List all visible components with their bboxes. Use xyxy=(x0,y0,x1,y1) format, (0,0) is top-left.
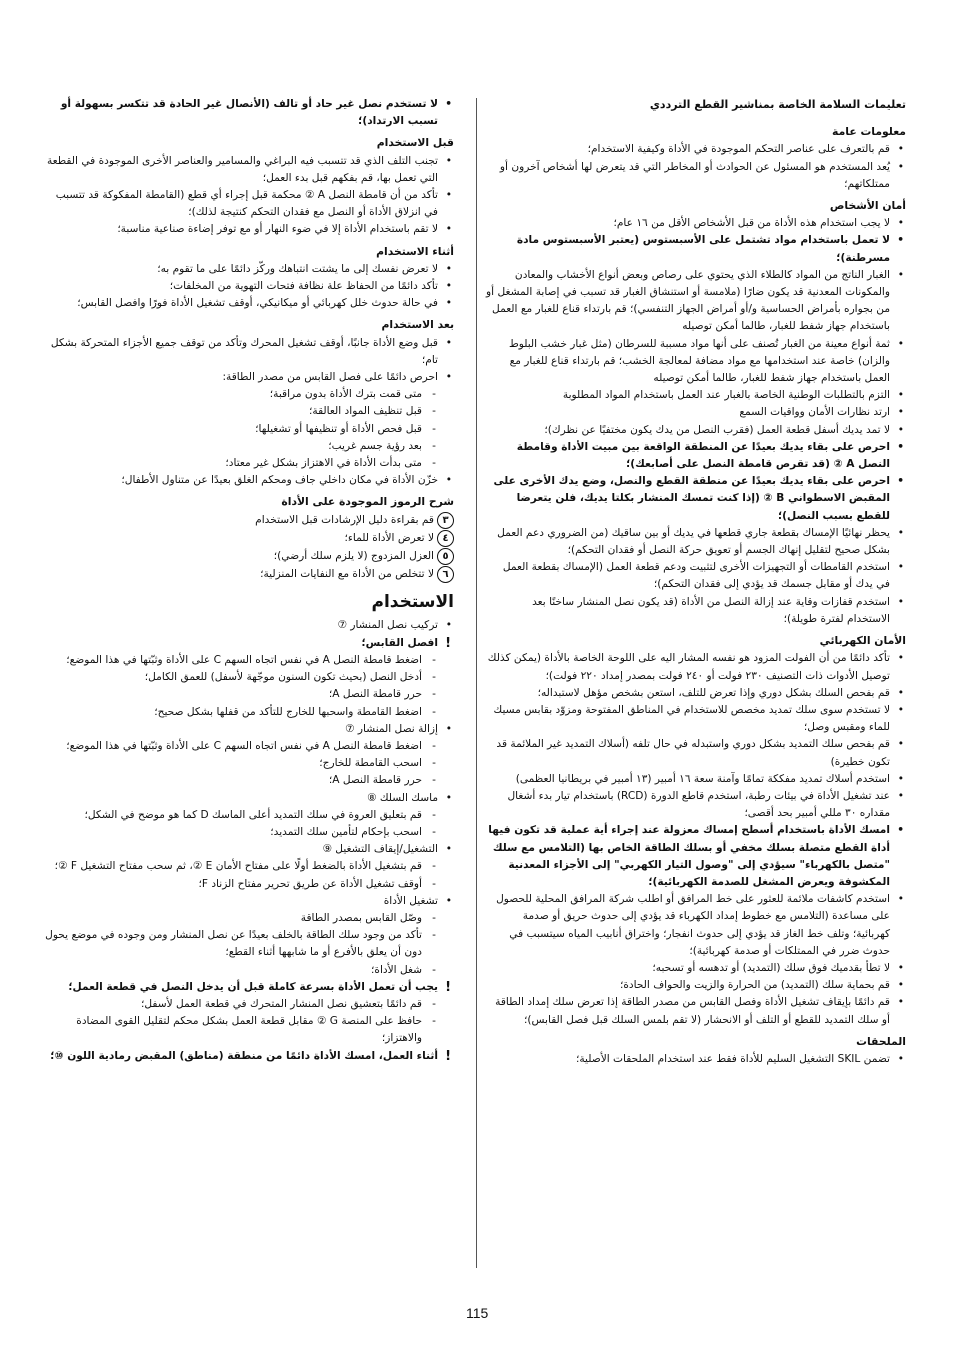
sub-list-item: - قم دائمًا بتعشيق نصل المنشار المتحرك في قطعة العمل لأسفل؛ xyxy=(44,996,454,1013)
symbol-text: العزل المزدوج (لا يلزم سلك أرضي)؛ xyxy=(273,550,434,563)
list-item: • احرص على بقاء يديك بعيدًا عن المنطقة الواقعة بين مبيت الأداة وقامطة النصل A ② (قد تقرص قامطة النصل على أصابعك)؛ xyxy=(486,439,906,473)
sub-list-item: - اضغط قامطة النصل A في نفس اتجاه السهم C على الأداة وثبّتها في هذا الموضع؛ xyxy=(44,652,454,669)
sub-list-item: - اضغط القامطة واسحبها للخارج للتأكد من قفلها بشكل صحيح؛ xyxy=(44,704,454,721)
number-badge-icon: ٥ xyxy=(437,548,454,565)
list-item: • لا تستخدم نصل غير حاد أو تالف (الأنصال غير الحادة قد تتكسر بسهولة أو تسبب الارتداد)؛ xyxy=(44,96,454,130)
list-item: • ثمة أنواع معينة من الغبار تُصنف على أنها مواد مسببة للسرطان (مثل غبار خشب البلوط والزان) خاصة عند استخدامها مع مواد مضافة لمعالجة الخشب؛ قم بارتداء قناع للغبار مع العمل باستخدام جهاز شفط للغبار، طالما أمكن توصيله xyxy=(486,336,906,388)
list-item: • إزالة نصل المنشار ⑦ xyxy=(44,721,454,738)
list-item: • احرص على بقاء يديك بعيدًا عن منطقة القطع والنصل، وضع يدك الأخرى على المقبض الاسطواني B ② (إذا كنت تمسك المنشار بكلتا يديك، فلن يتعرضا للقطع بسبب النصل)؛ xyxy=(486,473,906,525)
sub-list-item: - اسحب القامطة للخارج؛ xyxy=(44,755,454,772)
sub-list-item: - قبل فحص الأداة أو تنظيفها أو تشغيلها؛ xyxy=(44,421,454,438)
sub-list-item: - متى بدأت الأداة في الاهتزاز بشكل غير معتاد؛ xyxy=(44,455,454,472)
document-title: تعليمات السلامة الخاصة بمناشير القطع الترددي xyxy=(649,98,906,111)
list-item: • قم بفحص سلك التمديد بشكل دوري واستبدله في حال تلفه (أسلاك التمديد غير الملائمة قد تكون خطيرة) xyxy=(486,736,906,770)
symbol-text: قم بقراءة دليل الإرشادات قبل الاستخدام xyxy=(255,513,434,526)
sub-list-item: - متى قمت بترك الأداة بدون مراقبة؛ xyxy=(44,386,454,403)
list-item: • تشغيل الأداة xyxy=(44,893,454,910)
list-item: • لا تمد يديك أسفل قطعة العمل (فقرب النصل من يدك يكون مختفيًا عن نظرك)؛ xyxy=(486,422,906,439)
accessories-heading: الملحقات xyxy=(856,1034,906,1048)
list-item: • استخدم قفازات وقاية عند إزالة النصل من الأداة (قد يكون نصل المنشار ساخنًا بعد الاستخدام لفترة طويلة)؛ xyxy=(486,594,906,628)
sub-list-item: - قم بتعليق العروة في سلك التمديد أعلى الماسك D كما هو موضح في الشكل؛ xyxy=(44,807,454,824)
warning-item: ! افصل القابس؛ xyxy=(44,635,454,652)
list-item: • تأكد من أن قامطة النصل A ② محكمة قبل إجراء أي قطع (القامطة المفكوكة قد تتسبب في انزلاق الأداة أو النصل مع فقدان التحكم كنتيجة لذلك)؛ xyxy=(44,187,454,221)
people-safety-list xyxy=(486,215,906,628)
list-item: • تركيب نصل المنشار ⑦ xyxy=(44,617,454,634)
during-use-list xyxy=(44,261,454,313)
sub-list-item: - اسحب بإحكام لتأمين سلك التمديد؛ xyxy=(44,824,454,841)
list-item: • خزّن الأداة في مكان داخلي جاف ومحكم الغلق بعيدًا عن متناول الأطفال؛ xyxy=(44,472,454,489)
list-item: • لا تطأ بقدميك فوق سلك (التمديد) أو تدهسه أو تسحبه؛ xyxy=(486,960,906,977)
list-item: • لا تقم باستخدام الأداة إلا في ضوء النهار أو مع توفر إضاءة صناعية مناسبة؛ xyxy=(44,221,454,238)
sub-list-item: - حافظ على المنصة G ② مقابل قطعة العمل بشكل محكم لتقليل القوى المضادة والاهتزاز؛ xyxy=(44,1013,454,1047)
list-item: • قم بحماية سلك (التمديد) من الحرارة والزيت والحواف الحادة؛ xyxy=(486,977,906,994)
list-item: • امسك الأداة باستخدام أسطح إمساك معزولة عند إجراء أية عملية قد تكون فيها أداة القطع متصلة بسلك مخفي أو بسلك الطاقة الخاص بها (التلامس مع سلك "متصل بالكهرباء" سيؤدي إلى "وصول التيار الكهربي" إلى الأجزاء المعدنية المكشوفة ويعرض المشغل للصدمة الكهربائية)؛ xyxy=(486,822,906,891)
list-item: • تجنب التلف الذي قد تتسبب فيه البراغي والمسامير والعناصر الأخرى الموجودة في القطعة التي تعمل بها، قم بفكهم قبل بدء العمل؛ xyxy=(44,153,454,187)
sub-list-item: - أدخل النصل (بحيث تكون السنون موجّهة لأسفل) للعمق الكامل؛ xyxy=(44,669,454,686)
sub-list-item: - حرر قامطة النصل A؛ xyxy=(44,772,454,789)
list-item: • استخدم القامطات أو التجهيزات الأخرى لتثبيت ودعم قطعة العمل (الإمساك بقطعة العمل في يدك أو مقابل جسمك قد يؤدي إلى فقدان التحكم)؛ xyxy=(486,559,906,593)
symbol-text: لا تتخلص من الأداة مع النفايات المنزلية؛ xyxy=(260,568,434,581)
symbol-item xyxy=(44,530,454,547)
electrical-safety-list xyxy=(486,650,906,1028)
list-item: • عند تشغيل الأداة في بيئات رطبة، استخدم قاطع الدورة (RCD) باستخدام تيار بدء أشغال مقداره ٣٠ مللي أمبير بحد أقصى؛ xyxy=(486,788,906,822)
list-item: • لا تستخدم سوى سلك تمديد مخصص للاستخدام في المناطق المفتوحة ومزوّد بقابس مسيك للماء ومقبس وصل؛ xyxy=(486,702,906,736)
list-item: • التزم بالتطلبات الوطنية الخاصة بالغبار عند العمل باستخدام المواد المطلوبة xyxy=(486,387,906,404)
sub-list-item: - وصّل القابس بمصدر الطاقة xyxy=(44,910,454,927)
list-item: • في حالة حدوث خلل كهربائي أو ميكانيكي، أوقف تشغيل الأداة فورًا وافصل القابس؛ xyxy=(44,295,454,312)
list-item: • التشغيل/إيقاف التشغيل ⑨ xyxy=(44,841,454,858)
list-item: • احرص دائمًا على فصل القابس من مصدر الطاقة: xyxy=(44,369,454,386)
list-item: • قم دائمًا بإيقاف تشغيل الأداة وفصل القابس من مصدر الطاقة إذا تعرض سلك إمداد الطاقة أو سلك التمديد للقطع أو التلف أو الانحشار (لا تقم بلمس السلك قبل فصل القابس)؛ xyxy=(486,994,906,1028)
sub-list-item: - قم بتشغيل الأداة بالضغط أولًا على مفتاح الأمان E ②، ثم سحب مفتاح التشغيل F ②؛ xyxy=(44,858,454,875)
sub-list-item: - أوقف تشغيل الأداة عن طريق تحرير مفتاح الزناد F؛ xyxy=(44,876,454,893)
number-badge-icon: ٤ xyxy=(437,530,454,547)
list-item: • يُعد المستخدم هو المسئول عن الحوادث أو المخاطر التي قد يتعرض لها أشخاص آخرون أو ممتلكاتهم؛ xyxy=(486,159,906,193)
top-list xyxy=(44,96,454,130)
list-item: • قم بفحص السلك بشكل دوري وإذا تعرض للتلف، استعن بشخص مؤهل لاستبداله؛ xyxy=(486,685,906,702)
symbol-item xyxy=(44,566,454,583)
number-badge-icon: ٦ xyxy=(437,566,454,583)
list-item: • يحظر نهائيًا الإمساك بقطعة جاري قطعها في يديك أو بين ساقيك (من الضروري دعم العمل بشكل صحيح لتقليل إنهاك الجسم أو تعويق حركة النصل أو فقدان التحكم)؛ xyxy=(486,525,906,559)
before-use-list xyxy=(44,153,454,239)
sub-list-item: - بعد رؤية جسم غريب؛ xyxy=(44,438,454,455)
symbols-list xyxy=(44,512,454,584)
sub-list-item: - حرر قامطة النصل A؛ xyxy=(44,686,454,703)
after-use-heading: بعد الاستخدام xyxy=(381,318,454,332)
general-heading: معلومات عامة xyxy=(832,125,906,139)
list-item: • ماسك السلك ⑧ xyxy=(44,790,454,807)
symbol-item xyxy=(44,548,454,565)
list-item: • استخدم كاشفات ملائمة للعثور على خط المرافق أو اطلب شركة المرافق المحلية للحصول على مساعدة (التلامس مع خطوط إمداد الكهرباء قد يؤدي إلى حدوث حريق أو صدمة كهربائية؛ وتلف خط الغاز قد يؤدي إلى حدوث انفجار؛ واختراق أنابيب المياه سيتسبب في حدوث ضرر في الممتلكات أو صدمة كهربائية)؛ xyxy=(486,891,906,960)
before-use-heading: قبل الاستخدام xyxy=(376,136,454,150)
people-safety-heading: أمان الأشخاص xyxy=(829,199,906,213)
sub-list-item: - شغل الأداة؛ xyxy=(44,962,454,979)
column-divider xyxy=(476,98,477,1268)
list-item: • تأكد دائمًا من أن الفولت المزود هو نفسه المشار اليه على اللوحة الخاصة بالأداة (يمكن كذلك توصيل الأدوات ذات التصنيف ٢٣٠ فولت أو ٢٤٠ فولت بمصدر إمداد ٢٢٠ فولت)؛ xyxy=(486,650,906,684)
list-item: • لا تعرض نفسك إلى ما يشتت انتباهك وركّز دائمًا على ما تقوم به؛ xyxy=(44,261,454,278)
electrical-safety-heading: الأمان الكهربائي xyxy=(819,634,906,648)
warning-item: ! أثناء العمل، امسك الأداة دائمًا من منطقة (مناطق) المقبض رمادية اللون ⑩؛ xyxy=(44,1048,454,1065)
list-item: • تأكد دائمًا من الحفاظ علة نظافة فتحات التهوية من المخلفات؛ xyxy=(44,278,454,295)
number-badge-icon: ٣ xyxy=(437,512,454,529)
usage-list xyxy=(44,617,454,1064)
accessories-list xyxy=(486,1051,906,1068)
right-column xyxy=(486,96,906,1068)
after-use-list xyxy=(44,335,454,490)
list-item: • استخدم أسلاك تمديد مفككة تمامًا وآمنة سعة ١٦ أمبير (١٣ أمبير في بريطانيا العظمى) xyxy=(486,771,906,788)
general-list xyxy=(486,141,906,193)
usage-heading: الاستخدام xyxy=(371,592,454,613)
list-item: • لا يجب استخدام هذه الأداة من قبل الأشخاص الأقل من ١٦ عام؛ xyxy=(486,215,906,232)
left-column xyxy=(44,96,454,1065)
sub-list-item: - اضغط قامطة النصل A في نفس اتجاه السهم C على الأداة وثبّتها في هذا الموضع؛ xyxy=(44,738,454,755)
list-item: • قم بالتعرف على عناصر التحكم الموجودة في الأداة وكيفية الاستخدام؛ xyxy=(486,141,906,158)
list-item: • تضمن SKIL التشغيل السليم للأداة فقط عند استخدام الملحقات الأصلية؛ xyxy=(486,1051,906,1068)
list-item: • الغبار الناتج من المواد كالطلاء الذي يحتوي على رصاص وبعض أنواع الأخشاب والمعادن والمكونات المعدنية قد يكون ضارًا (ملامسة أو استنشاق الغبار قد تسبب في إصابة المشغل أو من بجواره بأمراض الحساسية و/أو أمراض الجهاز التنفسي)؛ قم بارتداء قناع للغبار مع العمل باستخدام جهاز شفط للغبار، طالما أمكن توصيله xyxy=(486,267,906,336)
during-use-heading: أثناء الاستخدام xyxy=(376,244,454,258)
symbols-heading: شرح الرموز الموجودة على الأداة xyxy=(281,495,454,509)
sub-list-item: - قبل تنظيف المواد العالقة؛ xyxy=(44,403,454,420)
list-item: • لا تعمل باستخدام مواد تشتمل على الأسبستوس (يعتبر الأسبستوس مادة مسرطنة)؛ xyxy=(486,232,906,266)
warning-item: ! يجب أن تعمل الأداة بسرعة كاملة قبل أن يدخل النصل في قطعة العمل؛ xyxy=(44,979,454,996)
symbol-text: لا تعرض الأداة للماء؛ xyxy=(344,531,434,544)
page-number: 115 xyxy=(466,1305,489,1321)
list-item: • ارتد نظارات الأمان وواقيات السمع xyxy=(486,404,906,421)
symbol-item xyxy=(44,512,454,529)
list-item: • قبل وضع الأداة جانبًا، أوقف تشغيل المحرك وتأكد من توقف جميع الأجزاء المتحركة بشكل تام؛ xyxy=(44,335,454,369)
sub-list-item: - تأكد من وجود سلك الطاقة بالخلف بعيدًا عن نصل المنشار ومن وجوده في موضع يحول دون أن يعلق بالأفرع أو ما شابهها أثناء القطع؛ xyxy=(44,927,454,961)
